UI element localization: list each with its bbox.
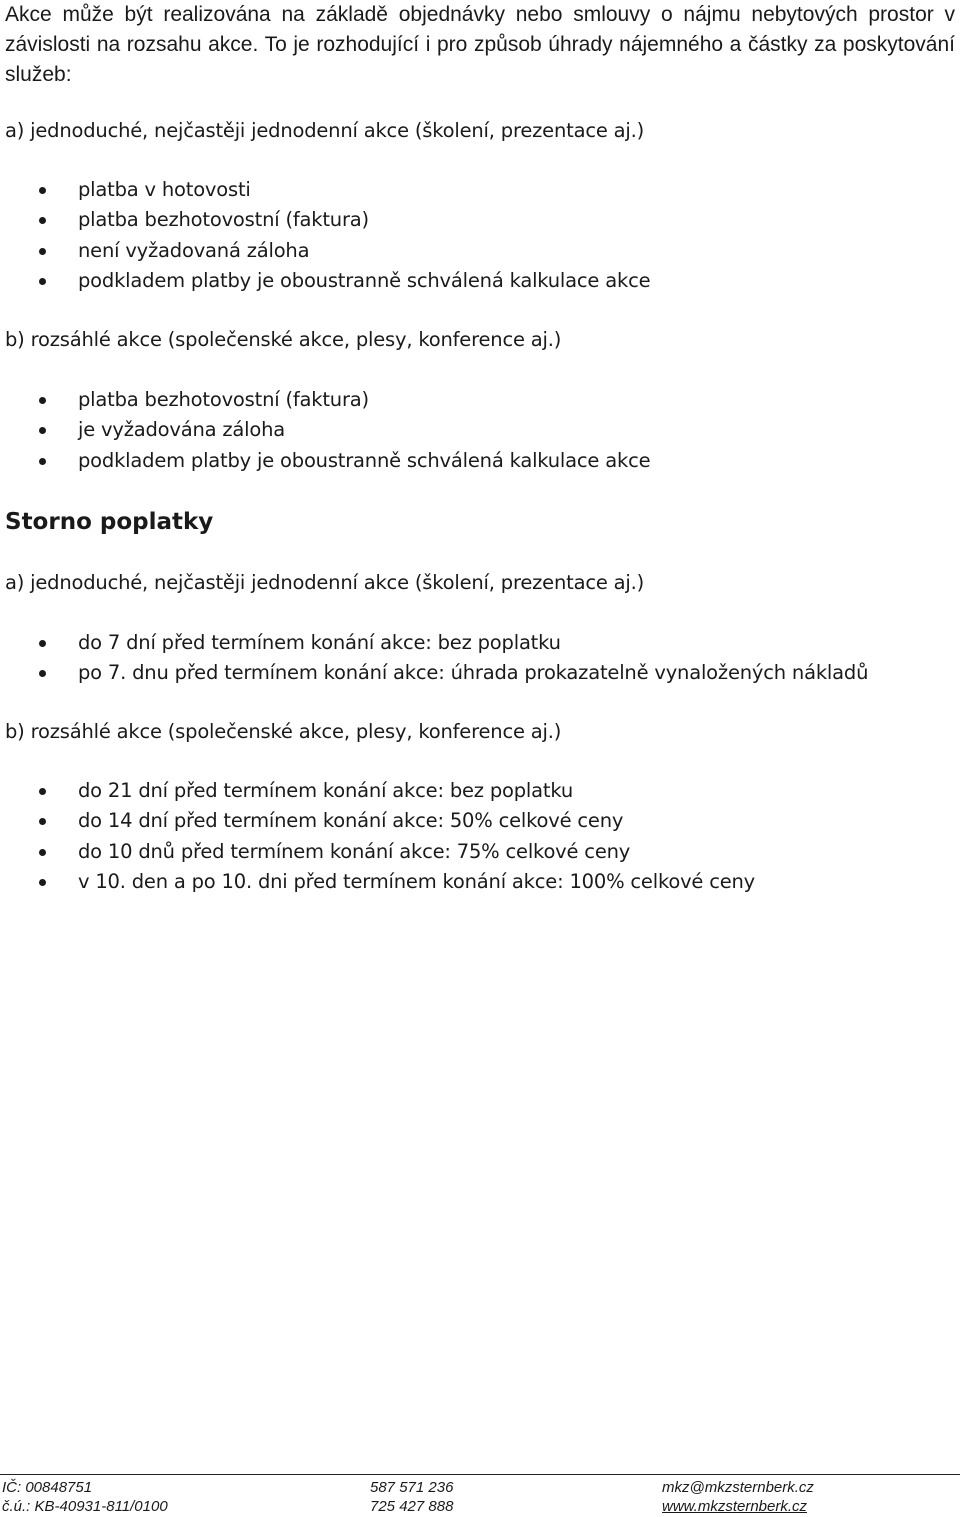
list-item: po 7. dnu před termínem konání akce: úhrada prokazatelně vynaložených nákladů: [0, 658, 868, 688]
footer-phone: 587 571 236: [370, 1479, 454, 1496]
section-title-storno: Storno poplatky: [5, 509, 214, 535]
list-item: platba v hotovosti: [0, 175, 650, 205]
payment-a-list: [0, 175, 650, 296]
bullet-icon: [39, 427, 46, 434]
bullet-icon: [39, 278, 46, 285]
bullet-icon: [39, 818, 46, 825]
list-item: v 10. den a po 10. dni před termínem konání akce: 100% celkové ceny: [0, 867, 755, 897]
bullet-icon: [39, 217, 46, 224]
bullet-icon: [39, 187, 46, 194]
bullet-icon: [39, 458, 46, 465]
payment-a-heading: a) jednoduché, nejčastěji jednodenní akce (školení, prezentace aj.): [5, 119, 645, 142]
footer-website-link[interactable]: www.mkzsternberk.cz: [662, 1498, 808, 1515]
bullet-icon: [39, 670, 46, 677]
list-item: není vyžadovaná záloha: [0, 236, 650, 266]
storno-b-list: [0, 776, 755, 897]
payment-b-heading: b) rozsáhlé akce (společenské akce, plesy, konference aj.): [5, 328, 562, 351]
bullet-icon: [39, 248, 46, 255]
footer-ic: IČ: 00848751: [2, 1479, 93, 1496]
list-item: platba bezhotovostní (faktura): [0, 385, 650, 415]
intro-paragraph: Akce může být realizována na základě objednávky nebo smlouvy o nájmu nebytových prostor v závislosti na rozsahu akce. To je rozhodující i pro způsob úhrady nájemného a částky za poskytování služeb:: [5, 3, 955, 86]
list-item: do 7 dní před termínem konání akce: bez poplatku: [0, 628, 868, 658]
list-item: podkladem platby je oboustranně schválená kalkulace akce: [0, 446, 650, 476]
bullet-icon: [39, 849, 46, 856]
list-item: do 10 dnů před termínem konání akce: 75% celkové ceny: [0, 837, 755, 867]
list-item: do 21 dní před termínem konání akce: bez poplatku: [0, 776, 755, 806]
bullet-icon: [39, 788, 46, 795]
bullet-icon: [39, 397, 46, 404]
list-item: do 14 dní před termínem konání akce: 50% celkové ceny: [0, 806, 755, 836]
list-item: podkladem platby je oboustranně schválená kalkulace akce: [0, 266, 650, 296]
page-footer: [0, 1474, 960, 1517]
bullet-icon: [39, 640, 46, 647]
storno-b-heading: b) rozsáhlé akce (společenské akce, plesy, konference aj.): [5, 720, 562, 743]
footer-mobile: 725 427 888: [370, 1498, 454, 1515]
bullet-icon: [39, 879, 46, 886]
list-item: je vyžadována záloha: [0, 415, 650, 445]
footer-bank-account: č.ú.: KB-40931-811/0100: [2, 1498, 168, 1515]
list-item: platba bezhotovostní (faktura): [0, 205, 650, 235]
footer-email[interactable]: mkz@mkzsternberk.cz: [662, 1479, 814, 1496]
storno-a-list: [0, 628, 868, 689]
payment-b-list: [0, 385, 650, 476]
storno-a-heading: a) jednoduché, nejčastěji jednodenní akce (školení, prezentace aj.): [5, 571, 645, 594]
